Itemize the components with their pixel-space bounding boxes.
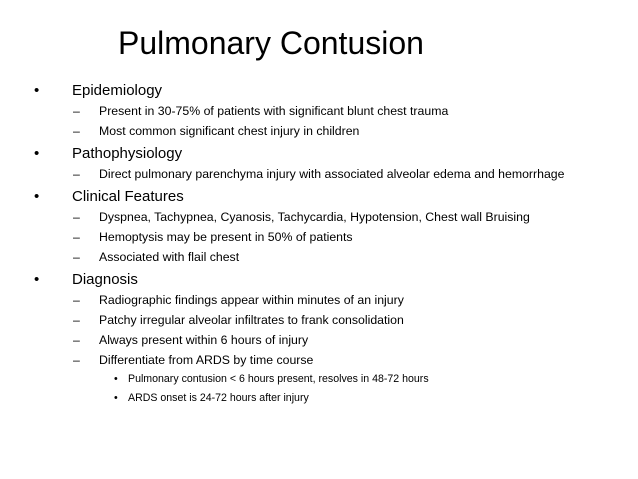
section-heading-label: Epidemiology <box>72 82 163 99</box>
list-item-text: Direct pulmonary parenchyma injury with associated alveolar edema and hemorrhage <box>99 167 565 181</box>
section-heading-pathophysiology <box>34 143 634 164</box>
sub-list-item-text: ARDS onset is 24-72 hours after injury <box>128 392 309 404</box>
list-item <box>34 310 634 330</box>
slide-title: Pulmonary Contusion <box>118 25 424 61</box>
sub-list-item-text: Pulmonary contusion < 6 hours present, resolves in 48-72 hours <box>128 373 429 385</box>
section-heading-diagnosis <box>34 269 634 290</box>
list-item-text: Radiographic findings appear within minutes of an injury <box>99 293 404 307</box>
list-item <box>34 227 634 247</box>
list-item-text: Dyspnea, Tachypnea, Cyanosis, Tachycardia, Hypotension, Chest wall Bruising <box>99 210 530 224</box>
dash-icon: – <box>73 353 80 367</box>
bullet-icon: • <box>34 145 40 162</box>
list-item-text: Always present within 6 hours of injury <box>99 333 309 347</box>
sub-list-item <box>34 389 634 408</box>
section-heading-label: Diagnosis <box>72 271 138 288</box>
bullet-icon: • <box>34 82 40 99</box>
list-item <box>34 164 634 184</box>
bullet-icon: • <box>34 271 40 288</box>
dash-icon: – <box>73 104 80 118</box>
list-item-text: Patchy irregular alveolar infiltrates to frank consolidation <box>99 313 404 327</box>
list-item <box>34 350 634 370</box>
bullet-icon: • <box>114 392 118 404</box>
dash-icon: – <box>73 124 80 138</box>
list-item <box>34 207 634 227</box>
list-item-text: Hemoptysis may be present in 50% of patients <box>99 230 353 244</box>
dash-icon: – <box>73 230 80 244</box>
section-heading-label: Pathophysiology <box>72 145 183 162</box>
list-item <box>34 101 634 121</box>
list-item <box>34 290 634 310</box>
sub-list-item <box>34 370 634 389</box>
section-heading-label: Clinical Features <box>72 188 184 205</box>
dash-icon: – <box>73 167 80 181</box>
list-item-text: Differentiate from ARDS by time course <box>99 353 314 367</box>
dash-icon: – <box>73 333 80 347</box>
dash-icon: – <box>73 313 80 327</box>
list-item-text: Present in 30-75% of patients with significant blunt chest trauma <box>99 104 449 118</box>
list-item <box>34 247 634 267</box>
section-heading-clinical-features <box>34 186 634 207</box>
dash-icon: – <box>73 250 80 264</box>
dash-icon: – <box>73 210 80 224</box>
list-item-text: Associated with flail chest <box>99 250 240 264</box>
slide-body <box>34 80 634 408</box>
bullet-icon: • <box>114 373 118 385</box>
section-heading-epidemiology <box>34 80 634 101</box>
list-item <box>34 121 634 141</box>
bullet-icon: • <box>34 188 40 205</box>
list-item <box>34 330 634 350</box>
list-item-text: Most common significant chest injury in children <box>99 124 360 138</box>
dash-icon: – <box>73 293 80 307</box>
